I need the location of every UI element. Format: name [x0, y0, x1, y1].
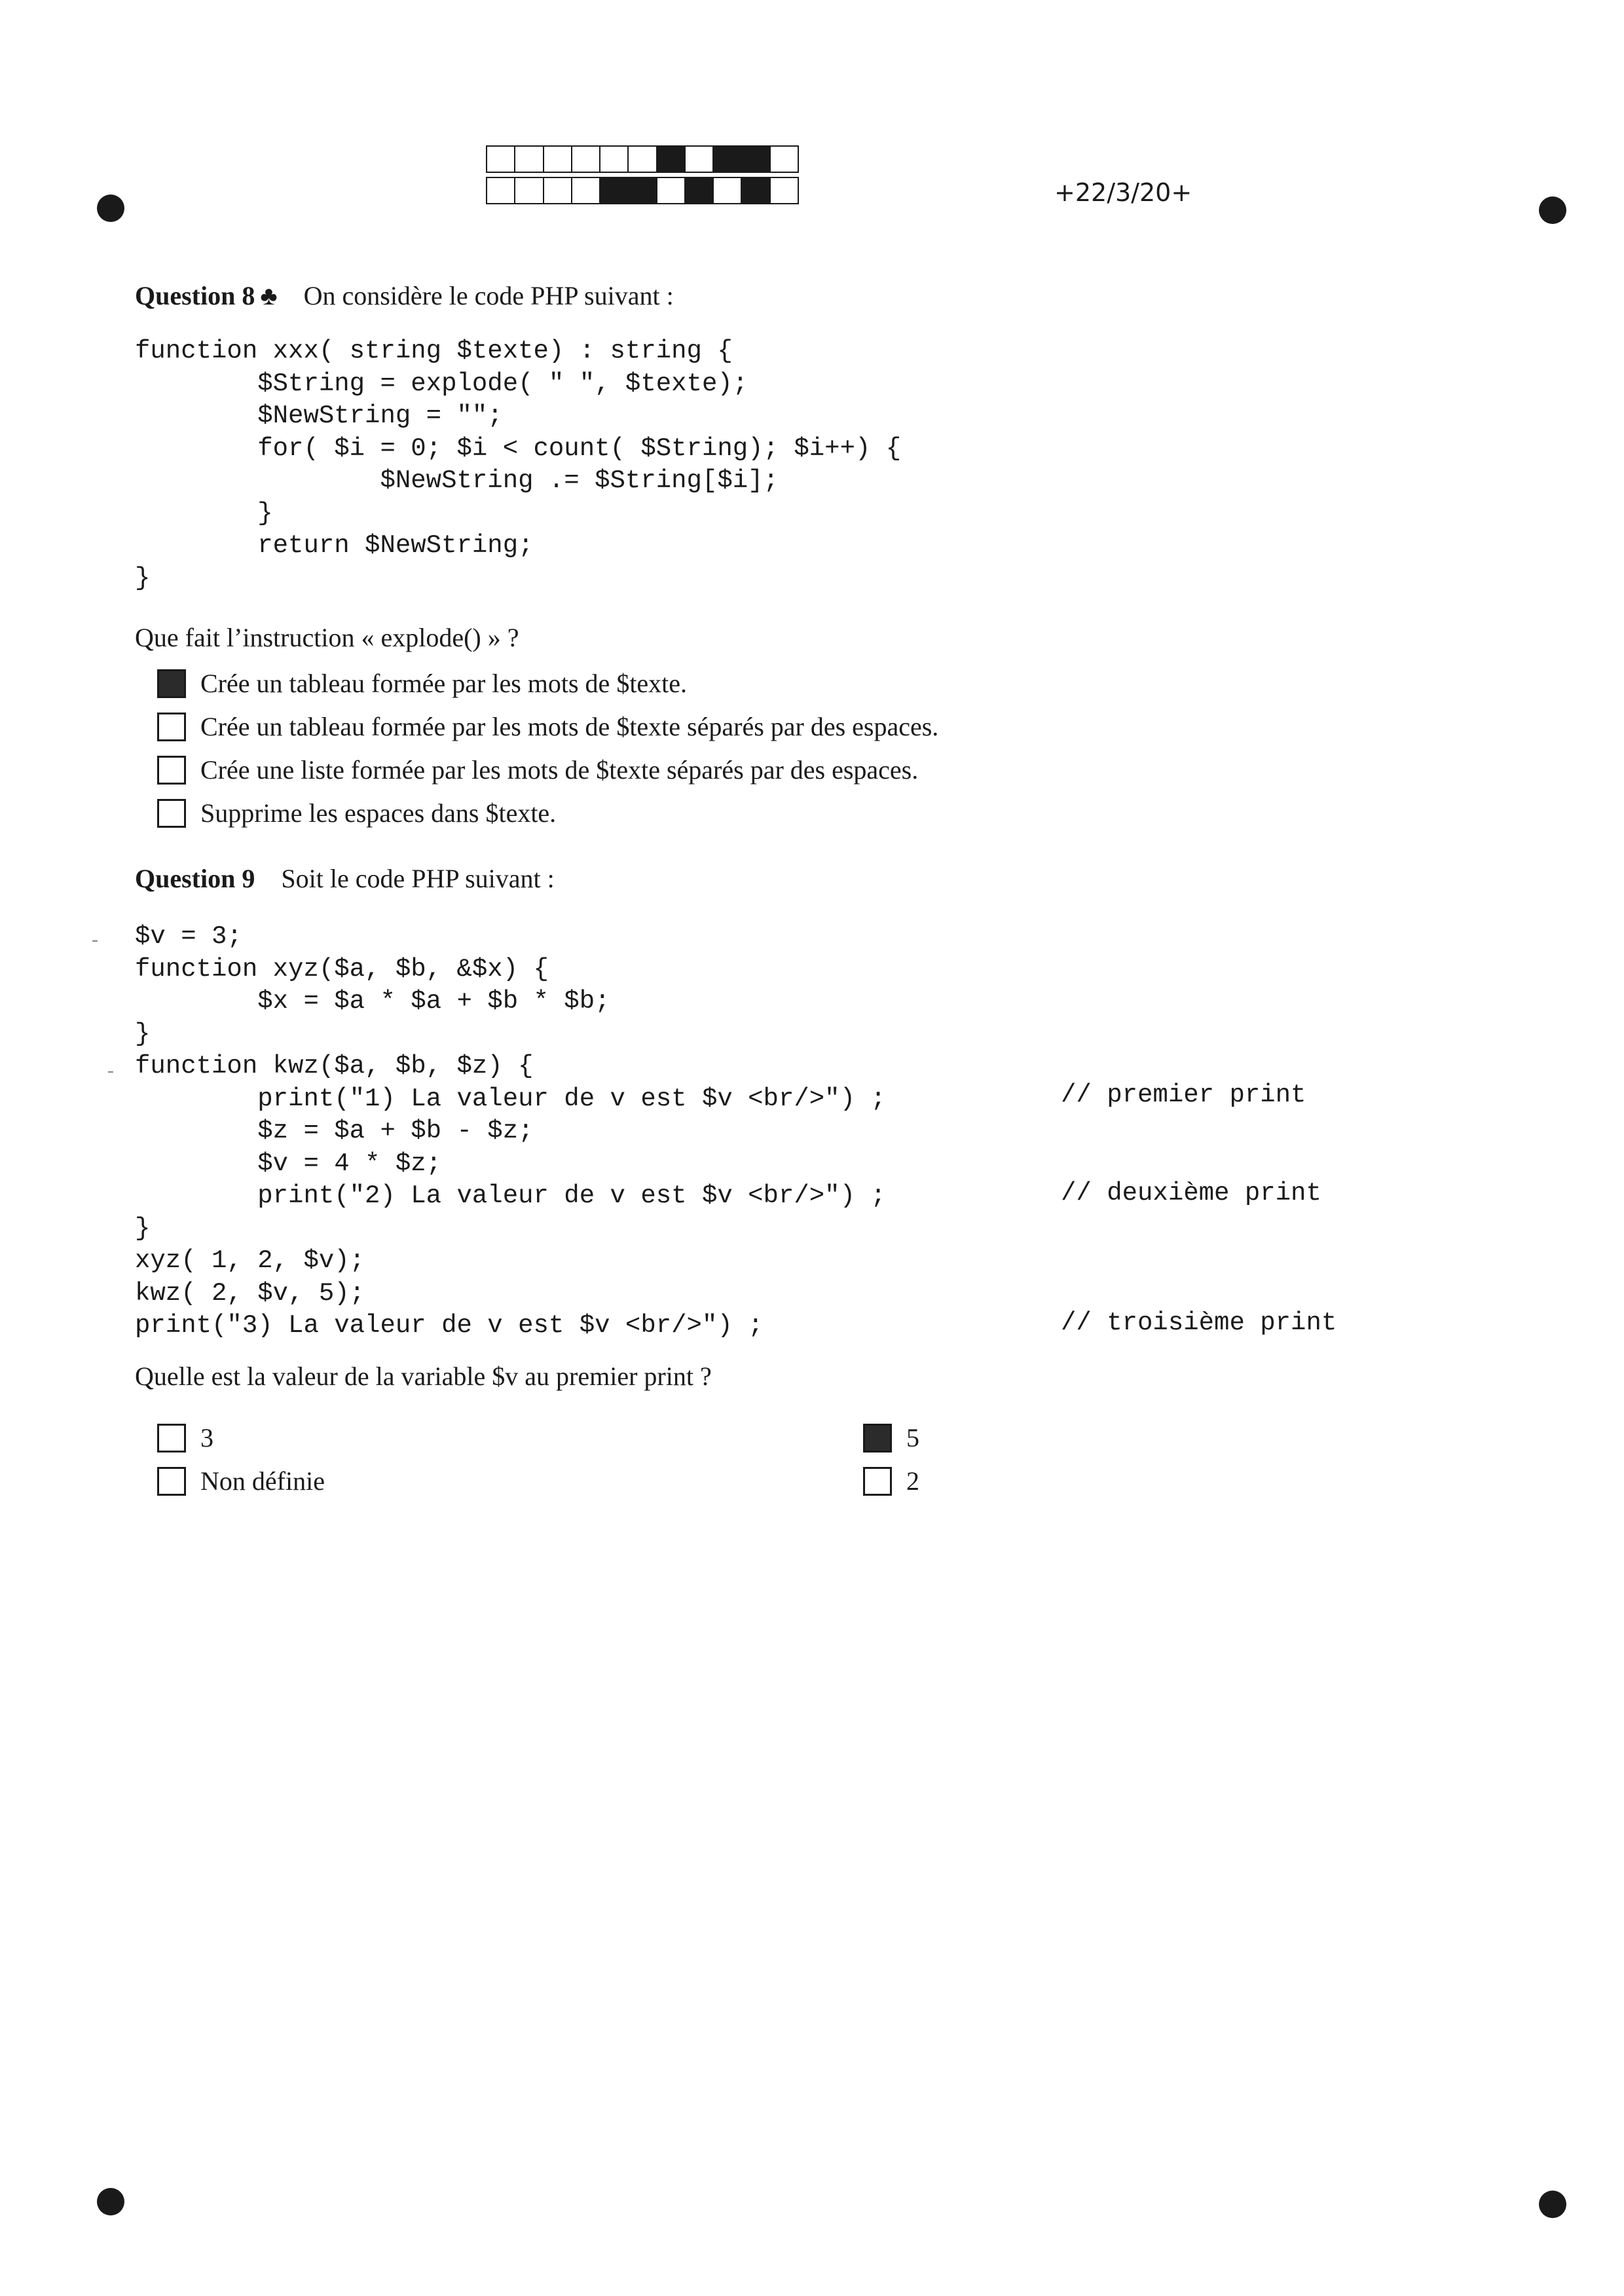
checkbox[interactable] — [157, 756, 186, 785]
option-label: Crée un tableau formée par les mots de $texte. — [200, 669, 688, 698]
page-barcode-row-2 — [486, 177, 799, 204]
barcode-cell — [629, 178, 657, 203]
barcode-cell — [686, 178, 714, 203]
q8-option-2[interactable] — [157, 711, 938, 742]
barcode-cell — [771, 147, 798, 172]
q9-option-4[interactable] — [863, 1466, 919, 1496]
barcode-cell — [515, 178, 544, 203]
question-8-header — [135, 280, 674, 311]
q8-option-1[interactable] — [157, 668, 687, 699]
question-8-code: function xxx( string $texte) : string { $String = explode( " ", $texte); $NewString = ""; for( $i = 0; $i < count( $String); $i++) { $NewString .= $String[$i]; } return $NewString; } — [135, 337, 902, 593]
barcode-cell — [714, 178, 742, 203]
barcode-cell — [572, 178, 600, 203]
question-9-prompt: Quelle est la valeur de la variable $v au premier print ? — [135, 1361, 712, 1391]
option-label: Supprime les espaces dans $texte. — [200, 798, 557, 828]
question-8-label: Question 8 — [135, 281, 255, 310]
comment-second-print: // deuxième print — [1061, 1179, 1321, 1208]
option-label: 2 — [906, 1466, 919, 1496]
q8-option-3[interactable] — [157, 754, 918, 785]
corner-mark-top-right — [1539, 196, 1566, 224]
barcode-cell — [714, 147, 742, 172]
option-label: 3 — [200, 1423, 213, 1453]
corner-mark-top-left — [97, 194, 124, 222]
option-label: Crée un tableau formée par les mots de $texte séparés par des espaces. — [200, 712, 939, 741]
checkbox[interactable] — [157, 1424, 186, 1453]
barcode-cell — [657, 178, 686, 203]
margin-mark: - — [92, 929, 98, 950]
barcode-cell — [742, 178, 770, 203]
comment-third-print: // troisième print — [1061, 1308, 1337, 1337]
comment-first-print: // premier print — [1061, 1081, 1306, 1109]
checkbox[interactable] — [157, 713, 186, 741]
question-8-text: On considère le code PHP suivant : — [303, 281, 674, 310]
barcode-cell — [629, 147, 657, 172]
barcode-cell — [742, 147, 770, 172]
barcode-cell — [600, 147, 629, 172]
club-icon: ♣ — [260, 281, 278, 310]
option-label: Crée une liste formée par les mots de $texte séparés par des espaces. — [200, 755, 919, 785]
checkbox[interactable] — [863, 1467, 892, 1496]
barcode-cell — [572, 147, 600, 172]
corner-mark-bottom-left — [97, 2188, 124, 2215]
barcode-cell — [544, 178, 572, 203]
barcode-cell — [771, 178, 798, 203]
checkbox[interactable] — [157, 799, 186, 828]
page-id: +22/3/20+ — [1054, 178, 1192, 207]
barcode-cell — [657, 147, 686, 172]
checkbox[interactable] — [157, 669, 186, 698]
question-9-label: Question 9 — [135, 864, 255, 893]
question-9-header — [135, 863, 555, 894]
barcode-cell — [544, 147, 572, 172]
q9-option-2[interactable] — [863, 1422, 919, 1453]
question-8-prompt: Que fait l’instruction « explode() » ? — [135, 623, 519, 652]
page-barcode-row-1 — [486, 145, 799, 173]
question-9-code: $v = 3; function xyz($a, $b, &$x) { $x = $a * $a + $b * $b; } function kwz($a, $b, $z) { print("1) La valeur de v est $v <br/>") ; $z = $a + $b - $z; $v = 4 * $z; print("2) La valeur de v est $v <br/>") ; } xyz( 1, 2, $v); kwz( 2, $v, 5); print("3) La valeur de v est $v <br/>") ; — [135, 922, 886, 1340]
barcode-cell — [487, 147, 515, 172]
q9-option-3[interactable] — [157, 1466, 325, 1496]
option-label: 5 — [906, 1423, 919, 1453]
q9-option-1[interactable] — [157, 1422, 213, 1453]
barcode-cell — [686, 147, 714, 172]
barcode-cell — [487, 178, 515, 203]
checkbox[interactable] — [157, 1467, 186, 1496]
question-9-text: Soit le code PHP suivant : — [281, 864, 555, 893]
margin-mark: - — [107, 1060, 114, 1081]
q8-option-4[interactable] — [157, 798, 556, 828]
corner-mark-bottom-right — [1539, 2191, 1566, 2218]
option-label: Non définie — [200, 1466, 325, 1496]
barcode-cell — [515, 147, 544, 172]
checkbox[interactable] — [863, 1424, 892, 1453]
barcode-cell — [600, 178, 629, 203]
